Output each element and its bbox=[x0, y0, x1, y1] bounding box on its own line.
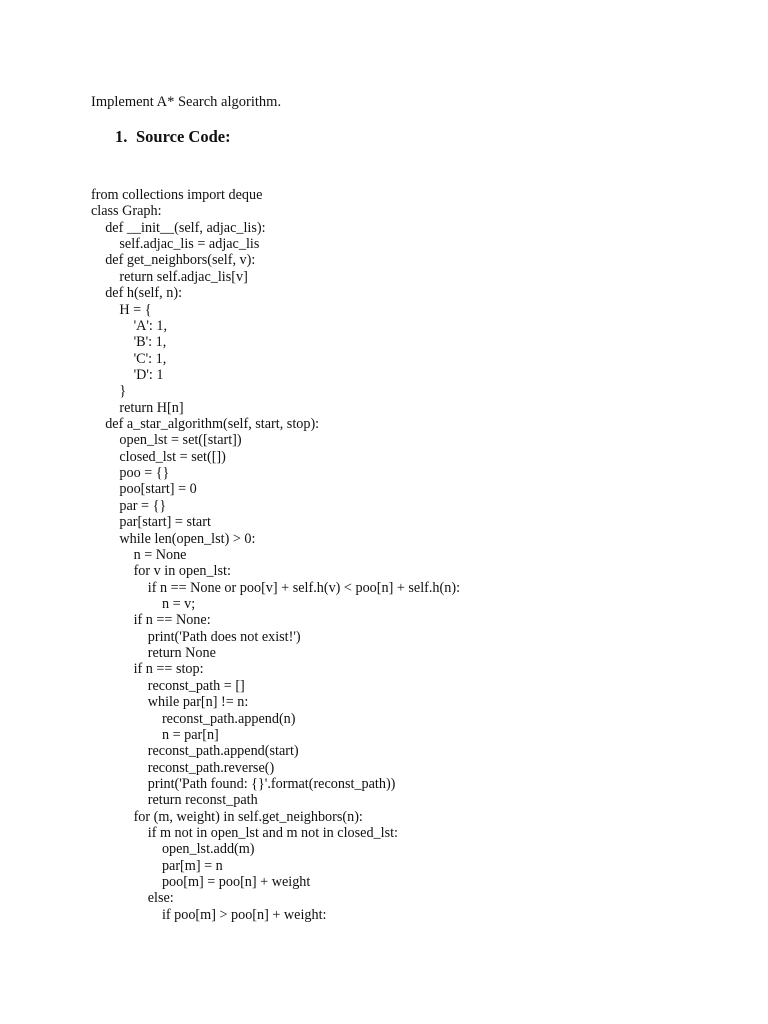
code-line: if m not in open_lst and m not in closed_lst: bbox=[91, 825, 398, 842]
code-line: reconst_path.reverse() bbox=[91, 759, 275, 776]
code-line: H = { bbox=[91, 301, 152, 318]
code-line: n = par[n] bbox=[91, 726, 219, 743]
code-line: par[m] = n bbox=[91, 857, 223, 874]
code-line: self.adjac_lis = adjac_lis bbox=[91, 236, 260, 253]
code-line: n = v; bbox=[91, 595, 196, 612]
code-line: reconst_path.append(start) bbox=[91, 743, 299, 760]
code-line: 'A': 1, bbox=[91, 317, 168, 334]
code-line: for v in open_lst: bbox=[91, 563, 231, 580]
code-line: print('Path does not exist!') bbox=[91, 628, 301, 645]
code-line: for (m, weight) in self.get_neighbors(n): bbox=[91, 808, 363, 825]
code-line: 'C': 1, bbox=[91, 350, 167, 367]
code-line: if n == None or poo[v] + self.h(v) < poo[n] + self.h(n): bbox=[91, 579, 461, 596]
code-line: if poo[m] > poo[n] + weight: bbox=[91, 906, 327, 923]
code-line: open_lst.add(m) bbox=[91, 841, 255, 858]
code-line: while par[n] != n: bbox=[91, 694, 249, 711]
code-line: 'D': 1 bbox=[91, 366, 164, 383]
intro-text: Implement A* Search algorithm. bbox=[91, 94, 282, 110]
section-title: Source Code: bbox=[136, 127, 231, 146]
code-line: n = None bbox=[91, 546, 187, 563]
code-line: if n == None: bbox=[91, 612, 211, 629]
code-line: return self.adjac_lis[v] bbox=[91, 268, 248, 285]
code-line: print('Path found: {}'.format(reconst_path)) bbox=[91, 775, 396, 792]
code-line: return H[n] bbox=[91, 399, 184, 416]
code-line: from collections import deque bbox=[91, 187, 263, 203]
code-line: if n == stop: bbox=[91, 661, 204, 678]
code-line: 'B': 1, bbox=[91, 334, 167, 351]
code-line: class Graph: bbox=[91, 203, 162, 220]
code-line: reconst_path.append(n) bbox=[91, 710, 296, 727]
section-heading bbox=[115, 127, 231, 147]
code-line: def get_neighbors(self, v): bbox=[91, 252, 256, 269]
code-line: par[start] = start bbox=[91, 514, 211, 531]
code-line: poo[start] = 0 bbox=[91, 481, 197, 498]
code-line: poo = {} bbox=[91, 465, 170, 482]
code-line: par = {} bbox=[91, 497, 167, 514]
code-line: def __init__(self, adjac_lis): bbox=[91, 219, 266, 236]
code-line: while len(open_lst) > 0: bbox=[91, 530, 256, 547]
code-line: } bbox=[91, 383, 127, 400]
code-line: open_lst = set([start]) bbox=[91, 432, 242, 449]
code-line: def h(self, n): bbox=[91, 285, 183, 302]
code-line: reconst_path = [] bbox=[91, 677, 245, 694]
section-number: 1. bbox=[115, 127, 128, 146]
code-line: else: bbox=[91, 890, 174, 907]
code-line: def a_star_algorithm(self, start, stop): bbox=[91, 416, 320, 433]
code-line: return reconst_path bbox=[91, 792, 258, 809]
code-line: return None bbox=[91, 645, 216, 662]
code-line: closed_lst = set([]) bbox=[91, 448, 226, 465]
source-code-block bbox=[91, 187, 460, 923]
code-line: poo[m] = poo[n] + weight bbox=[91, 874, 311, 891]
